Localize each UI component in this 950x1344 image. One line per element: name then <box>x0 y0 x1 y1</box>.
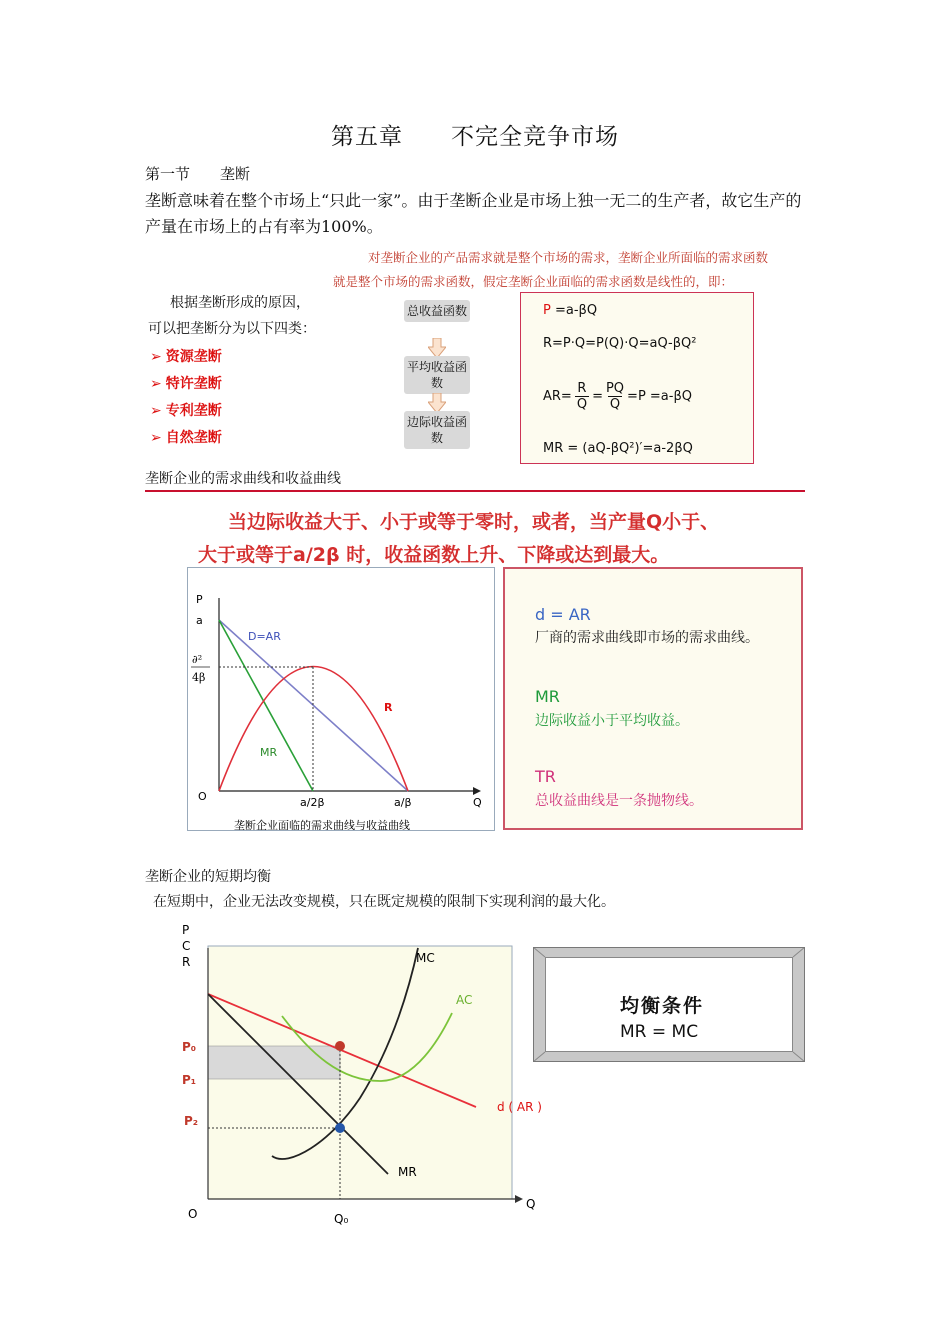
chart-caption: 垄断企业面临的需求曲线与收益曲线 <box>234 819 410 830</box>
p2-label: P₂ <box>184 1114 199 1128</box>
legend-title-ar: d = AR <box>535 605 591 624</box>
origin-label: O <box>188 1207 198 1221</box>
legend-text-tr: 总收益曲线是一条抛物线。 <box>535 793 703 809</box>
mr-label: MR <box>260 746 278 759</box>
equilibrium-title: 均衡条件 <box>620 995 705 1017</box>
subtitle-short-run: 垄断企业的短期均衡 <box>145 869 271 885</box>
mr-label: MR <box>398 1165 417 1179</box>
list-item: ➢ 自然垄断 <box>150 430 222 446</box>
arrow-icon: ➢ <box>150 376 162 392</box>
legend-text-mr: 边际收益小于平均收益。 <box>535 713 689 729</box>
x-half-label: a/2β <box>300 796 325 809</box>
types-intro-line-2: 可以把垄断分为以下四类： <box>148 321 316 337</box>
formula-box <box>520 292 754 464</box>
mc-label: MC <box>416 951 435 965</box>
x-axis-label: Q <box>473 796 482 809</box>
short-run-paragraph: 在短期中，企业无法改变规模，只在既定规模的限制下实现利润的最大化。 <box>153 894 615 910</box>
headline-line-2: 大于或等于a/2β 时，收益函数上升、下降或达到最大。 <box>198 544 670 566</box>
ac-label: AC <box>456 993 473 1007</box>
revenue-chart-svg <box>188 568 494 830</box>
profit-area <box>208 1046 340 1079</box>
formula-marginal-revenue: MR = (aQ-βQ²)′=a-2βQ <box>543 441 693 456</box>
arrow-icon: ➢ <box>150 430 162 446</box>
mr-curve <box>219 620 313 791</box>
down-arrow-icon <box>428 393 446 413</box>
x-label-q: Q <box>526 1197 536 1211</box>
equilibrium-condition-box <box>533 947 805 1062</box>
legend-title-mr: MR <box>535 687 560 706</box>
demand-note-line-1: 对垄断企业的产品需求就是整个市场的需求，垄断企业所面临的需求函数 <box>368 250 769 265</box>
y-a-label: a <box>196 614 203 627</box>
demand-curve <box>219 620 408 791</box>
down-arrow-icon <box>428 338 446 358</box>
monopoly-types-list <box>150 344 222 452</box>
origin-label: O <box>198 790 207 803</box>
types-intro-line-1: 根据垄断形成的原因， <box>170 295 310 311</box>
section-heading: 第一节 垄断 <box>145 165 251 183</box>
revenue-label: R <box>384 701 393 714</box>
intro-paragraph: 垄断意味着在整个市场上“只此一家”。由于垄断企业是市场上独一无二的生产者，故它生产的产量在市场上的占有率为100%。 <box>145 191 802 236</box>
divider <box>145 490 805 492</box>
short-run-chart <box>160 918 560 1233</box>
legend-title-tr: TR <box>535 767 556 786</box>
mr-mc-intersection-point <box>335 1123 345 1133</box>
p1-label: P₁ <box>182 1073 197 1087</box>
chapter-title: 第五章 不完全竞争市场 <box>331 124 619 150</box>
formula-average-revenue: AR= $\frac{R}{Q}$ = $\frac{PQ}{Q}$ =P =a-βQ <box>543 381 692 412</box>
list-item: ➢ 专利垄断 <box>150 403 222 419</box>
demand-label: D=AR <box>248 630 281 643</box>
y-axis-label: P <box>196 593 203 606</box>
flow-box-marginal-revenue: 边际收益函数 <box>404 411 470 449</box>
p0-label: P₀ <box>182 1040 197 1054</box>
flow-box-average-revenue: 平均收益函数 <box>404 356 470 394</box>
types-intro <box>148 290 316 342</box>
curve-legend-box <box>503 567 803 830</box>
x-full-label: a/β <box>394 796 412 809</box>
formula-demand: P =a-βQ <box>543 303 598 318</box>
y-max-den: 4β <box>192 671 206 684</box>
d-ar-label: d ( AR ) <box>497 1100 542 1114</box>
legend-text-ar: 厂商的需求曲线即市场的需求曲线。 <box>535 630 759 646</box>
equilibrium-inner <box>545 957 793 1052</box>
y-label-p: P <box>182 923 190 937</box>
arrow-icon: ➢ <box>150 349 162 365</box>
headline-line-1: 当边际收益大于、小于或等于零时，或者，当产量Q小于、 <box>228 511 720 533</box>
formula-total-revenue: R=P·Q=P(Q)·Q=aQ-βQ² <box>543 336 697 351</box>
list-item: ➢ 特许垄断 <box>150 376 222 392</box>
arrow-icon: ➢ <box>150 403 162 419</box>
y-label-c: C <box>182 939 191 953</box>
y-max-num: ∂² <box>192 653 203 666</box>
equilibrium-formula: MR = MC <box>620 1022 699 1042</box>
y-label-r: R <box>182 955 191 969</box>
q0-label: Q₀ <box>334 1212 349 1226</box>
equilibrium-price-point <box>335 1041 345 1051</box>
demand-note-line-2: 就是整个市场的需求函数，假定垄断企业面临的需求函数是线性的，即： <box>333 274 734 289</box>
subtitle-demand: 垄断企业的需求曲线和收益曲线 <box>145 471 341 487</box>
list-item: ➢ 资源垄断 <box>150 349 222 365</box>
revenue-chart <box>187 567 495 831</box>
flow-box-total-revenue: 总收益函数 <box>404 300 470 322</box>
